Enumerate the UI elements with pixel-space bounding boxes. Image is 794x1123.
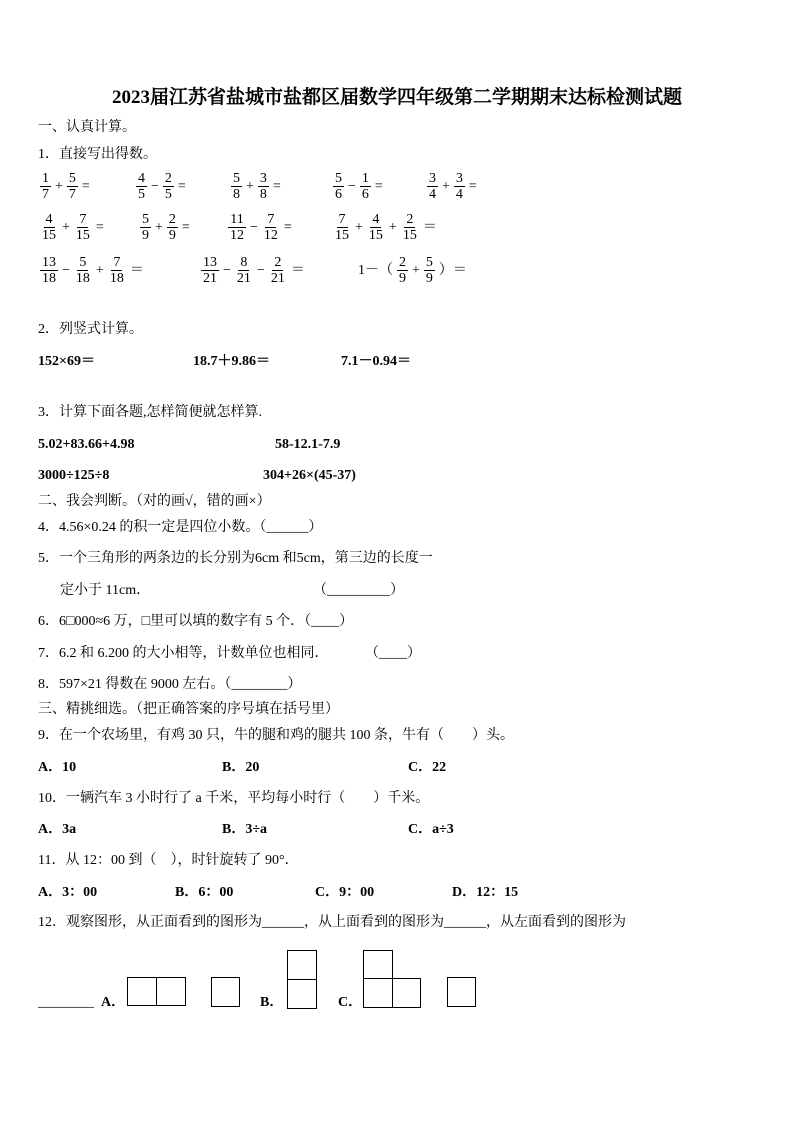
operator: ＝ <box>422 220 437 235</box>
question-11-option-c: C．9：00 <box>315 885 375 900</box>
question-10-option-b: B．3÷a <box>222 822 268 837</box>
fraction-denominator: 21 <box>236 271 251 286</box>
fraction <box>269 255 287 286</box>
question-7-answer-blank: （____） <box>365 646 421 661</box>
fraction <box>228 212 246 243</box>
operator: − <box>223 263 231 278</box>
fraction-numerator: 7 <box>113 255 121 270</box>
fraction-numerator: 3 <box>455 171 463 186</box>
fraction-numerator: 5 <box>233 171 240 186</box>
operator: + <box>55 179 63 194</box>
fraction-denominator: 9 <box>142 228 149 243</box>
section-3-heading: 三、精挑细选。（把正确答案的序号填在括号里） <box>38 702 339 717</box>
fraction-numerator: 2 <box>274 255 282 270</box>
fraction <box>367 212 385 243</box>
operator: = <box>468 179 477 194</box>
fraction-denominator: 5 <box>164 187 172 202</box>
question-11-option-b: B．6：00 <box>175 885 234 900</box>
fraction-denominator: 7 <box>42 187 49 202</box>
fraction-denominator: 9 <box>425 271 433 286</box>
fraction-denominator: 15 <box>75 228 90 243</box>
operator: ＝ <box>129 263 144 278</box>
fraction-expression <box>38 171 92 202</box>
simplify-calc-item: 5.02+83.66+4.98 <box>38 437 135 452</box>
question-12-answer-blank: ________ <box>38 995 94 1010</box>
section-2-heading: 二、我会判断。（对的画√，错的画×） <box>38 494 271 509</box>
figure-c-square <box>392 978 421 1008</box>
question-12-option-a-label: A． <box>101 995 126 1010</box>
fraction-expression <box>356 255 469 286</box>
fraction-numerator: 5 <box>79 255 87 270</box>
question-10-option-a: A．3a <box>38 822 77 837</box>
fraction <box>231 171 242 202</box>
figure-a-square <box>127 977 157 1006</box>
fraction <box>427 171 438 202</box>
question-1-label: 1．直接写出得数。 <box>38 147 157 162</box>
figure-a-square <box>156 977 186 1006</box>
fraction <box>74 212 92 243</box>
vertical-calc-item: 18.7＋9.86＝ <box>193 354 270 369</box>
operator: + <box>246 179 254 194</box>
fraction <box>40 212 58 243</box>
fraction-numerator: 5 <box>425 255 433 270</box>
fraction <box>262 212 280 243</box>
operator: + <box>62 220 70 235</box>
operator: − <box>256 263 265 278</box>
fraction-denominator: 12 <box>263 228 278 243</box>
fraction-numerator: 13 <box>203 255 217 270</box>
fraction <box>258 171 269 202</box>
fraction-numerator: 3 <box>429 171 436 186</box>
fraction-denominator: 15 <box>335 228 349 243</box>
simplify-calc-item: 58-12.1-7.9 <box>275 437 341 452</box>
question-9-option-b: B．20 <box>222 760 260 775</box>
fraction <box>424 255 435 286</box>
question-11-option-d: D．12：15 <box>452 885 519 900</box>
question-12-option-c-label: C． <box>338 995 363 1010</box>
fraction <box>401 212 419 243</box>
fraction-numerator: 5 <box>68 171 76 186</box>
exam-title: 2023届江苏省盐城市盐都区届数学四年级第二学期期末达标检测试题 <box>111 87 682 108</box>
question-6: 6．6□000≈6 万，□里可以填的数字有 5 个．（____） <box>38 614 354 629</box>
fraction <box>140 212 151 243</box>
simplify-calc-item: 304+26×(45-37) <box>263 468 356 483</box>
fraction-denominator: 6 <box>361 187 369 202</box>
question-10-option-c: C．a÷3 <box>408 822 454 837</box>
fraction-numerator: 1 <box>42 171 49 186</box>
fraction-numerator: 2 <box>164 171 172 186</box>
operator: + <box>388 220 397 235</box>
question-10: 10．一辆汽车 3 小时行了 a 千米，平均每小时行（ ）千米。 <box>38 791 430 806</box>
vertical-calc-item: 7.1－0.94＝ <box>341 354 411 369</box>
fraction-denominator: 15 <box>368 228 383 243</box>
fraction-numerator: 5 <box>142 212 149 227</box>
fraction-numerator: 1 <box>361 171 369 186</box>
operator: ＝ <box>290 263 305 278</box>
fraction <box>360 171 371 202</box>
question-4: 4．4.56×0.24 的积一定是四位小数。（______） <box>38 520 323 535</box>
fraction-denominator: 5 <box>138 187 145 202</box>
question-3-label: 3．计算下面各题,怎样简便就怎样算. <box>38 405 262 420</box>
fraction-denominator: 9 <box>399 271 406 286</box>
fraction-numerator: 7 <box>338 212 346 227</box>
fraction <box>201 255 219 286</box>
question-5-answer-blank: （_________） <box>313 583 404 598</box>
fraction-numerator: 2 <box>406 212 414 227</box>
fraction-numerator: 2 <box>168 212 176 227</box>
fraction <box>40 171 51 202</box>
fraction-denominator: 4 <box>455 187 463 202</box>
question-2-label: 2．列竖式计算。 <box>38 322 143 337</box>
fraction <box>333 212 351 243</box>
fraction-denominator: 21 <box>203 271 217 286</box>
operator: = <box>177 179 186 194</box>
fraction <box>454 171 465 202</box>
question-5-line-1: 5．一个三角形的两条边的长分别为6cm 和5cm，第三边的长度一 <box>38 551 433 566</box>
operator: − <box>348 179 356 194</box>
fraction-denominator: 15 <box>42 228 56 243</box>
fraction-numerator: 11 <box>230 212 244 227</box>
simplify-calc-item: 3000÷125÷8 <box>38 468 110 483</box>
question-8: 8．597×21 得数在 9000 左右。（________） <box>38 677 302 692</box>
fraction-numerator: 5 <box>335 171 342 186</box>
figure-c-square <box>363 978 393 1008</box>
fraction <box>333 171 344 202</box>
fraction <box>136 171 147 202</box>
question-9: 9．在一个农场里，有鸡 30 只，牛的腿和鸡的腿共 100 条，牛有（ ）头。 <box>38 728 514 743</box>
fraction-denominator: 8 <box>233 187 240 202</box>
fraction <box>67 171 78 202</box>
operator: = <box>374 179 383 194</box>
question-12: 12．观察图形，从正面看到的图形为______，从上面看到的图形为______，从左面看到的图形为 <box>38 915 626 930</box>
section-1-heading: 一、认真计算。 <box>38 120 136 135</box>
operator: = <box>283 220 292 235</box>
fraction-expression <box>331 171 385 202</box>
operator: − <box>151 179 159 194</box>
operator: − <box>250 220 258 235</box>
operator: ）＝ <box>438 263 467 278</box>
fraction <box>167 212 178 243</box>
fraction-numerator: 3 <box>259 171 267 186</box>
fraction-numerator: 7 <box>79 212 87 227</box>
fraction-denominator: 7 <box>68 187 76 202</box>
operator: + <box>442 179 450 194</box>
figure-single-square <box>447 977 476 1007</box>
operator: − <box>62 263 70 278</box>
fraction-expression <box>38 212 106 243</box>
fraction-denominator: 8 <box>259 187 267 202</box>
operator: + <box>95 263 104 278</box>
vertical-calc-item: 152×69＝ <box>38 354 95 369</box>
fraction-numerator: 4 <box>372 212 380 227</box>
fraction-numerator: 4 <box>138 171 145 186</box>
operator: = <box>181 220 190 235</box>
fraction-denominator: 18 <box>109 271 124 286</box>
operator: = <box>272 179 281 194</box>
fraction-numerator: 8 <box>240 255 248 270</box>
fraction-expression <box>331 212 439 243</box>
figure-c-square <box>363 950 393 979</box>
fraction-denominator: 6 <box>335 187 342 202</box>
figure-single-square <box>211 977 240 1007</box>
fraction-denominator: 9 <box>168 228 176 243</box>
fraction-expression <box>38 255 146 286</box>
fraction-expression <box>199 255 307 286</box>
fraction-numerator: 7 <box>267 212 275 227</box>
operator: 1－（ <box>358 263 393 278</box>
fraction <box>397 255 408 286</box>
question-7: 7．6.2 和 6.200 的大小相等，计数单位也相同． <box>38 646 329 661</box>
fraction <box>40 255 58 286</box>
question-11-option-a: A．3：00 <box>38 885 98 900</box>
operator: = <box>81 179 90 194</box>
figure-b-square <box>287 950 317 980</box>
fraction-numerator: 4 <box>45 212 53 227</box>
operator: + <box>412 263 420 278</box>
fraction-expression <box>134 171 188 202</box>
fraction <box>108 255 126 286</box>
fraction <box>235 255 253 286</box>
fraction-expression <box>138 212 192 243</box>
fraction-denominator: 4 <box>429 187 436 202</box>
figure-b-square <box>287 979 317 1009</box>
fraction-denominator: 12 <box>230 228 244 243</box>
question-9-option-a: A．10 <box>38 760 77 775</box>
operator: + <box>355 220 363 235</box>
fraction-numerator: 13 <box>42 255 56 270</box>
question-12-option-b-label: B． <box>260 995 284 1010</box>
operator: + <box>155 220 163 235</box>
question-5-line-2: 定小于 11cm． <box>60 583 151 598</box>
fraction-expression <box>229 171 283 202</box>
fraction-denominator: 18 <box>42 271 56 286</box>
fraction-denominator: 21 <box>270 271 285 286</box>
fraction <box>163 171 174 202</box>
question-11: 11．从 12：00 到（ ），时针旋转了 90°． <box>38 853 299 868</box>
fraction-expression <box>226 212 294 243</box>
fraction-numerator: 2 <box>399 255 406 270</box>
question-9-option-c: C．22 <box>408 760 447 775</box>
fraction-expression <box>425 171 479 202</box>
fraction-denominator: 15 <box>402 228 417 243</box>
fraction <box>74 255 92 286</box>
operator: = <box>95 220 104 235</box>
fraction-denominator: 18 <box>75 271 90 286</box>
